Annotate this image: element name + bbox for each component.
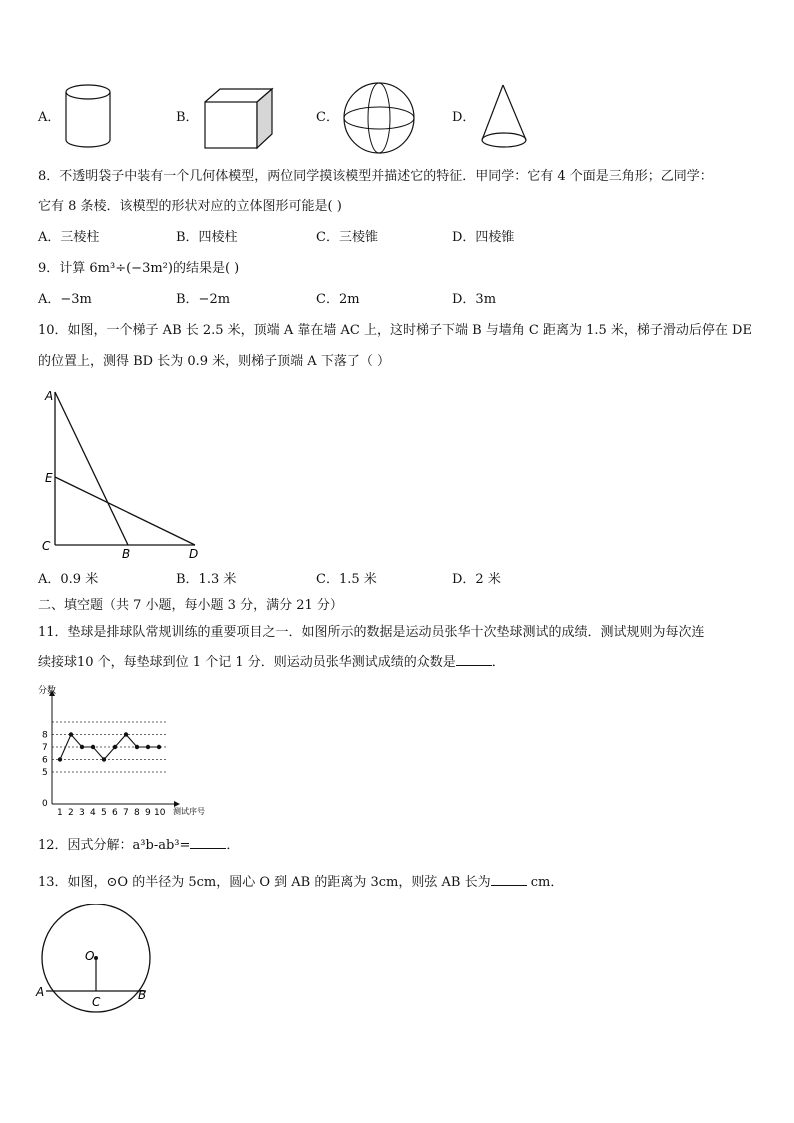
q12-answer-blank[interactable] <box>190 836 226 849</box>
x-tick-label-10: 10 <box>154 808 166 818</box>
x-tick-label-4: 4 <box>90 808 96 818</box>
q13-text: 13．如图，⊙O 的半径为 5cm，圆心 O 到 AB 的距离为 3cm，则弦 AB 长为 <box>38 875 491 890</box>
q11-line-2-end: ． <box>491 655 505 670</box>
q7-option-a-letter: A． <box>38 110 61 125</box>
q10-line-2: 的位置上，测得 BD 长为 0.9 米，则梯子顶端 A 下落了（ ） <box>38 354 390 369</box>
section-2-heading: 二、填空题（共 7 小题，每小题 3 分，满分 21 分） <box>38 598 343 613</box>
q8-option-d: D．四棱锥 <box>452 230 515 245</box>
q8-option-a: A．三棱柱 <box>38 230 100 245</box>
q13-line <box>38 873 563 893</box>
circle-chord-figure <box>34 904 158 1016</box>
y-tick-label-7: 7 <box>42 743 48 753</box>
sphere-icon <box>340 80 420 156</box>
x-tick-label-5: 5 <box>101 808 107 818</box>
q8-line-2: 它有 8 条棱．该模型的形状对应的立体图形可能是( ) <box>38 199 342 214</box>
x-tick-label-2: 2 <box>68 808 74 818</box>
point-b-label: B <box>122 547 131 561</box>
point-a-label: A <box>36 985 45 999</box>
q9-option-c: C．2m <box>316 292 360 307</box>
point-b-label: B <box>138 988 147 1002</box>
q11-line-2 <box>38 653 505 673</box>
q12-line <box>38 836 239 856</box>
q9-option-b: B．−2m <box>176 292 231 307</box>
q10-line-1: 10．如图，一个梯子 AB 长 2.5 米，顶端 A 靠在墙 AC 上，这时梯子下端 B 与墙角 C 距离为 1.5 米，梯子滑动后停在 DE <box>38 323 752 338</box>
q13-end: cm． <box>526 875 564 890</box>
point-d-label: D <box>189 547 199 561</box>
q11-line-2-text: 续接球10 个，每垫球到位 1 个记 1 分．则运动员张华测试成绩的众数是 <box>38 655 456 670</box>
score-point-8 <box>135 745 139 749</box>
q10-option-b: B．1.3 米 <box>176 572 237 587</box>
q7-option-c-letter: C． <box>316 110 339 125</box>
score-point-2 <box>69 732 73 736</box>
center-point <box>94 956 98 960</box>
q9-option-d: D．3m <box>452 292 497 307</box>
x-tick-label-1: 1 <box>57 808 63 818</box>
q12-text: 12．因式分解：a³b-ab³= <box>38 838 191 853</box>
q10-option-c: C．1.5 米 <box>316 572 377 587</box>
q10-option-a: A．0.9 米 <box>38 572 99 587</box>
q11-line-1: 11．垫球是排球队常规训练的重要项目之一．如图所示的数据是运动员张华十次垫球测试的成绩．测试规则为每次连 <box>38 625 705 640</box>
score-point-7 <box>124 732 128 736</box>
y-tick-label-8: 8 <box>42 730 48 741</box>
cylinder-icon <box>60 82 120 152</box>
ladder-ab-line <box>55 392 128 545</box>
score-point-6 <box>113 745 117 749</box>
x-tick-label-6: 6 <box>112 808 118 818</box>
q7-option-d-letter: D． <box>452 110 476 125</box>
cone-icon <box>478 82 534 154</box>
y-tick-label-6: 6 <box>42 755 48 766</box>
q7-option-b-letter: B． <box>176 110 199 125</box>
x-tick-label-8: 8 <box>134 808 140 818</box>
score-point-10 <box>157 745 161 749</box>
q8-option-b: B．四棱柱 <box>176 230 238 245</box>
point-c-label: C <box>42 539 51 553</box>
ladder-de-line <box>55 477 195 545</box>
x-tick-label-3: 3 <box>79 808 85 818</box>
q9-text: 9．计算 6m³÷(−3m²)的结果是( ) <box>38 261 240 276</box>
y-tick-label-5: 5 <box>42 768 48 778</box>
cube-icon <box>202 86 276 152</box>
ladder-figure <box>38 382 208 562</box>
q10-option-d: D．2 米 <box>452 572 501 587</box>
point-a-label: A <box>45 389 54 403</box>
q11-answer-blank[interactable] <box>456 653 492 666</box>
point-o-label: O <box>85 949 95 963</box>
q8-line-1: 8．不透明袋子中装有一个几何体模型，两位同学摸该模型并描述它的特征．甲同学：它有 4 个面是三角形；乙同学： <box>38 169 713 184</box>
point-e-label: E <box>45 471 53 485</box>
score-point-9 <box>146 745 150 749</box>
score-point-5 <box>102 757 106 761</box>
q8-option-c: C．三棱锥 <box>316 230 378 245</box>
score-point-1 <box>58 757 62 761</box>
score-line-chart <box>30 684 230 818</box>
x-tick-label-9: 9 <box>145 808 151 818</box>
q9-option-a: A．−3m <box>38 292 92 307</box>
score-point-4 <box>91 745 95 749</box>
y-tick-label-0: 0 <box>42 799 48 809</box>
x-tick-label-7: 7 <box>123 808 129 818</box>
score-point-3 <box>80 745 84 749</box>
point-c-label: C <box>92 995 101 1009</box>
q13-answer-blank[interactable] <box>491 873 527 886</box>
y-axis-label: 分数 <box>38 686 57 696</box>
x-axis-label: 测试序号 <box>173 807 205 816</box>
q12-end: ． <box>226 838 240 853</box>
